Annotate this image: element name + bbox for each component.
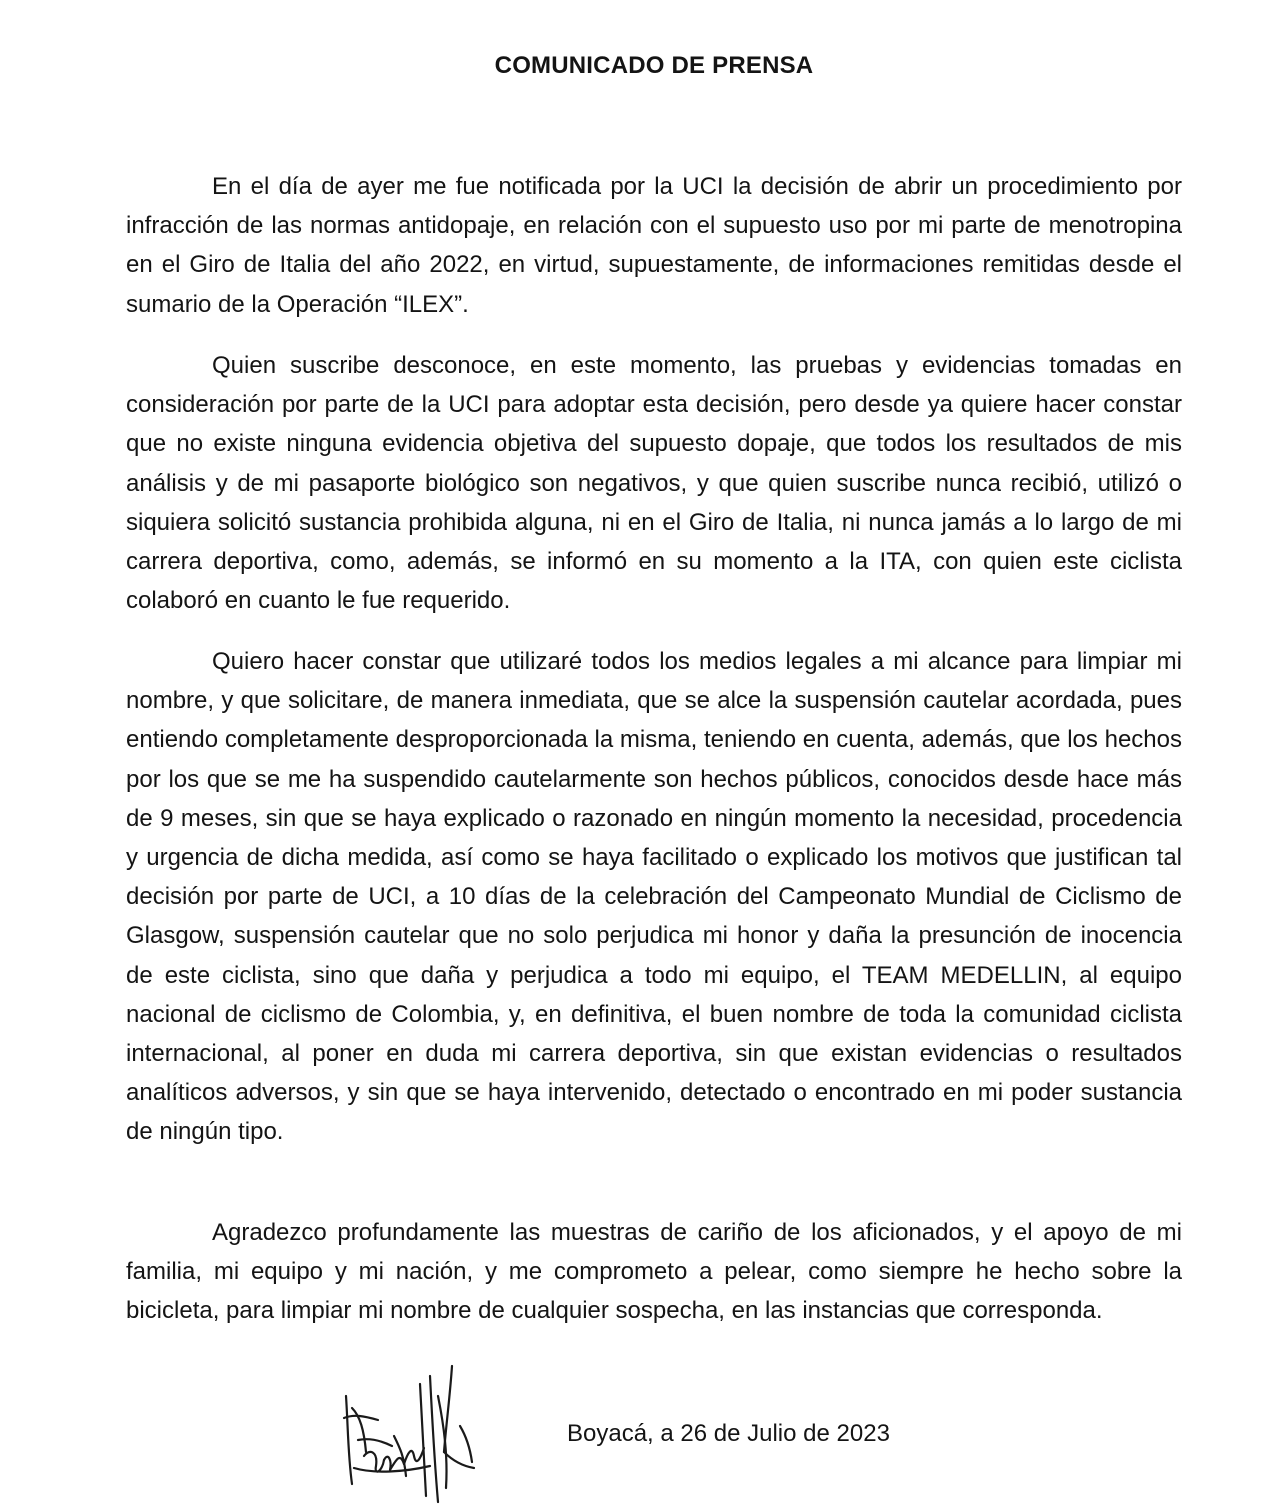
place-and-date: Boyacá, a 26 de Julio de 2023 (567, 1420, 890, 1447)
document-title: COMUNICADO DE PRENSA (494, 52, 814, 79)
paragraph-notification: En el día de ayer me fue notificada por la UCI la decisión de abrir un procedimiento por infracción de las normas antidopaje, en relación con el supuesto uso por mi parte de menotropina en el Giro de Italia del año 2022, en virtud, supuestamente, de informaciones remitidas desde el sumario de la Operación “ILEX”. (126, 173, 1182, 318)
handwritten-signature (334, 1356, 484, 1504)
paragraph-gratitude: Agradezco profundamente las muestras de cariño de los aficionados, y el apoyo de mi familia, mi equipo y mi nación, y me comprometo a pelear, como siempre he hecho sobre la bicicleta, para limpiar mi nombre de cualquier sospecha, en las instancias que corresponda. (126, 1219, 1182, 1325)
paragraph-denial: Quien suscribe desconoce, en este momento, las pruebas y evidencias tomadas en consideración por parte de la UCI para adoptar esta decisión, pero desde ya quiere hacer constar que no existe ninguna evidencia objetiva del supuesto dopaje, que todos los resultados de mis análisis y de mi pasaporte biológico son negativos, y que quien suscribe nunca recibió, utilizó o siquiera solicitó sustancia prohibida alguna, ni en el Giro de Italia, ni nunca jamás a lo largo de mi carrera deportiva, como, además, se informó en su momento a la ITA, con quien este ciclista colaboró en cuanto le fue requerido. (126, 352, 1182, 615)
paragraph-legal-action: Quiero hacer constar que utilizaré todos los medios legales a mi alcance para limpiar mi nombre, y que solicitare, de manera inmediata, que se alce la suspensión cautelar acordada, pues entiendo completamente desproporcionada la misma, teniendo en cuenta, además, que los hechos por los que se me ha suspendido cautelarmente son hechos públicos, conocidos desde hace más de 9 meses, sin que se haya explicado o razonado en ningún momento la necesidad, procedencia y urgencia de dicha medida, así como se haya facilitado o explicado los motivos que justifican tal decisión por parte de UCI, a 10 días de la celebración del Campeonato Mundial de Ciclismo de Glasgow, suspensión cautelar que no solo perjudica mi honor y daña la presunción de inocencia de este ciclista, sino que daña y perjudica a todo mi equipo, el TEAM MEDELLIN, al equipo nacional de ciclismo de Colombia, y, en definitiva, el buen nombre de toda la comunidad ciclista internacional, al poner en duda mi carrera deportiva, sin que existan evidencias o resultados analíticos adversos, y sin que se haya intervenido, detectado o encontrado en mi poder sustancia de ningún tipo. (126, 648, 1182, 1146)
